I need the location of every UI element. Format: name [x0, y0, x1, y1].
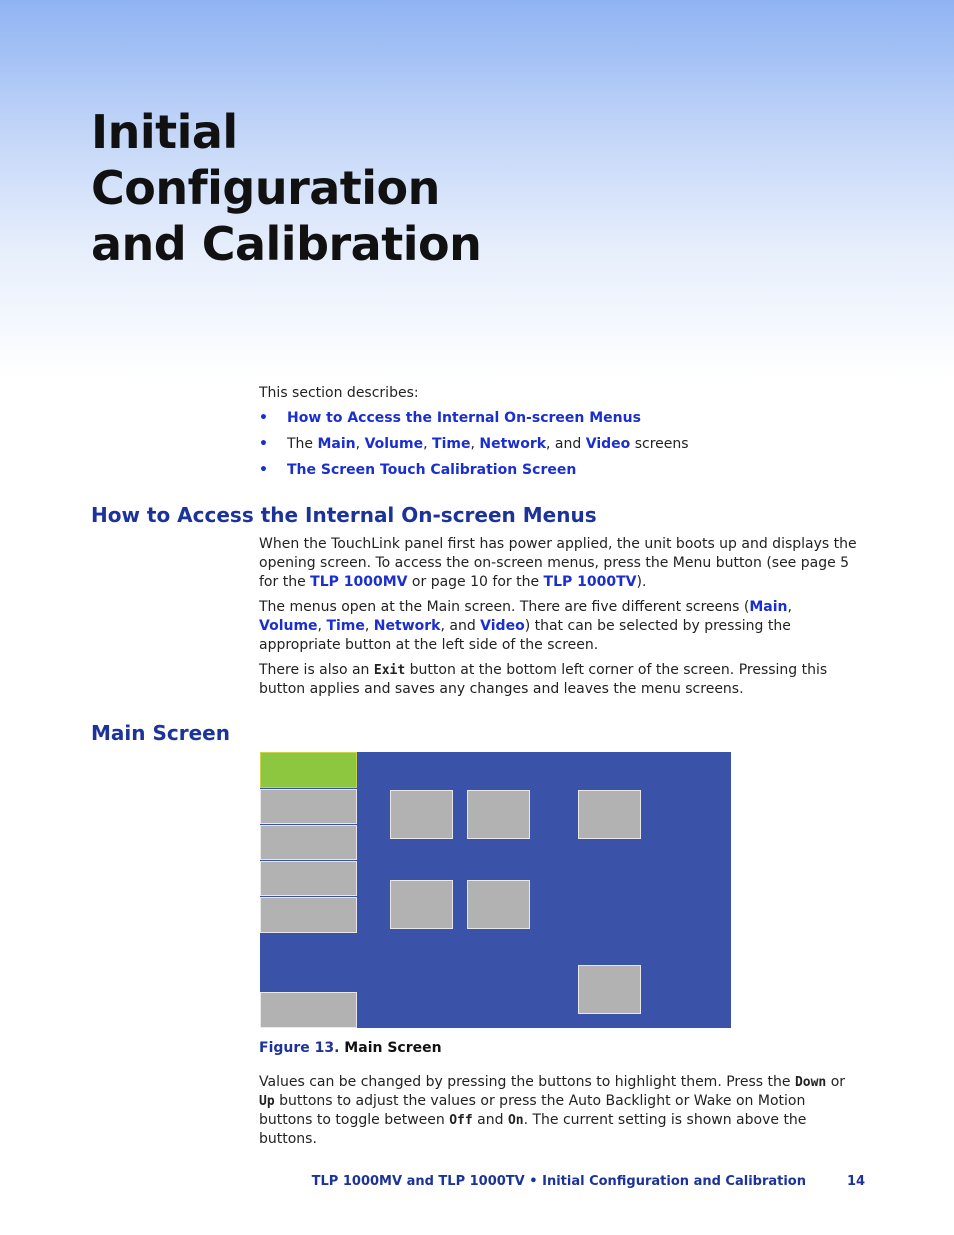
link-tlp1000tv[interactable]: TLP 1000TV	[543, 574, 637, 590]
link-main[interactable]: Main	[749, 599, 788, 615]
chapter-title-line-2: Configuration	[91, 161, 440, 215]
intro-bullet-1	[259, 409, 859, 428]
bullet-icon: •	[259, 436, 268, 452]
section2-paragraph-1	[259, 1073, 859, 1149]
footer-title: TLP 1000MV and TLP 1000TV • Initial Configuration and Calibration	[311, 1174, 806, 1189]
screen-button[interactable]	[390, 880, 453, 929]
link-access-menus[interactable]: How to Access the Internal On-screen Menus	[287, 410, 641, 426]
code-down: Down	[794, 1075, 827, 1090]
link-time[interactable]: Time	[432, 436, 471, 452]
bullet2-screens: screens	[630, 436, 689, 452]
bullet-icon: •	[259, 410, 268, 426]
link-time[interactable]: Time	[326, 618, 365, 634]
bullet2-the: The	[287, 436, 318, 452]
code-on: On	[507, 1113, 524, 1128]
link-tlp1000mv[interactable]: TLP 1000MV	[310, 574, 408, 590]
section1-paragraph-2: The menus open at the Main screen. There are five different screens (Main, Volume, Time, Network, and Video) that can be selected by pressing the appropriate button at the left side of the screen.	[259, 599, 792, 653]
chapter-title-line-1: Initial	[91, 105, 238, 159]
section1-paragraph-3	[259, 661, 859, 699]
section1-paragraph-1	[259, 535, 859, 592]
intro-bullet-list	[259, 409, 859, 480]
link-volume[interactable]: Volume	[364, 436, 424, 452]
screen-button[interactable]	[390, 790, 453, 839]
text-run: buttons to adjust the values or press the Auto Backlight or Wake on Motion buttons to toggle between	[259, 1093, 806, 1128]
main-screen-figure	[260, 752, 731, 1028]
chapter-title-line-3: and Calibration	[91, 217, 482, 271]
intro-section	[259, 384, 859, 487]
time-menu-button[interactable]	[260, 825, 357, 860]
text-run: or	[826, 1074, 846, 1090]
text-run: There is also an	[259, 662, 374, 678]
figure-caption	[259, 1040, 442, 1056]
text-run: , and	[440, 618, 481, 634]
text-run: ).	[636, 574, 647, 590]
code-off: Off	[449, 1113, 473, 1128]
intro-bullet-2: • The Main, Volume, Time, Network, and Video screens	[259, 436, 689, 452]
chapter-title	[91, 104, 791, 272]
screen-button[interactable]	[467, 880, 530, 929]
video-menu-button[interactable]	[260, 897, 357, 933]
section2-body	[259, 1073, 859, 1155]
link-calibration-screen[interactable]: The Screen Touch Calibration Screen	[287, 462, 577, 478]
text-run: button at the bottom left corner of the screen. Pressing this button applies and saves any changes and leaves the menu screens.	[259, 662, 828, 697]
link-network[interactable]: Network	[373, 618, 441, 634]
text-run: or page 10 for the	[407, 574, 544, 590]
code-exit: Exit	[373, 663, 406, 678]
text-run: ) that can be selected by pressing the appropriate button at the left side of the screen.	[259, 618, 791, 653]
screen-button[interactable]	[578, 965, 641, 1014]
link-video[interactable]: Video	[585, 436, 631, 452]
text-run: Values can be changed by pressing the buttons to highlight them. Press the	[259, 1074, 795, 1090]
network-menu-button[interactable]	[260, 861, 357, 896]
code-up: Up	[259, 1094, 275, 1109]
figure-number: Figure 13.	[259, 1040, 340, 1056]
link-volume[interactable]: Volume	[259, 618, 318, 634]
bullet-icon: •	[259, 462, 268, 478]
volume-menu-button[interactable]	[260, 789, 357, 824]
link-network[interactable]: Network	[479, 436, 547, 452]
intro-lead: This section describes:	[259, 385, 419, 401]
text-run: and	[472, 1112, 508, 1128]
page-number: 14	[847, 1174, 866, 1189]
screen-button[interactable]	[467, 790, 530, 839]
main-menu-button[interactable]	[260, 752, 357, 788]
bullet2-and: , and	[546, 436, 586, 452]
screen-button[interactable]	[578, 790, 641, 839]
section-heading-main-screen: Main Screen	[91, 721, 230, 745]
link-main[interactable]: Main	[317, 436, 356, 452]
link-video[interactable]: Video	[480, 618, 525, 634]
exit-button[interactable]	[260, 992, 357, 1028]
figure-title: Main Screen	[339, 1040, 442, 1056]
text-run: When the TouchLink panel first has power applied, the unit boots up and displays the opening screen. To access the on-screen menus, press the Menu button (see page 5 for the	[259, 536, 857, 590]
intro-bullet-3	[259, 461, 859, 480]
section1-body	[259, 535, 859, 705]
section-heading-access-menus: How to Access the Internal On-screen Menus	[91, 503, 597, 527]
text-run: The menus open at the Main screen. There are five different screens (	[259, 599, 750, 615]
text-run: . The current setting is shown above the buttons.	[259, 1112, 807, 1147]
